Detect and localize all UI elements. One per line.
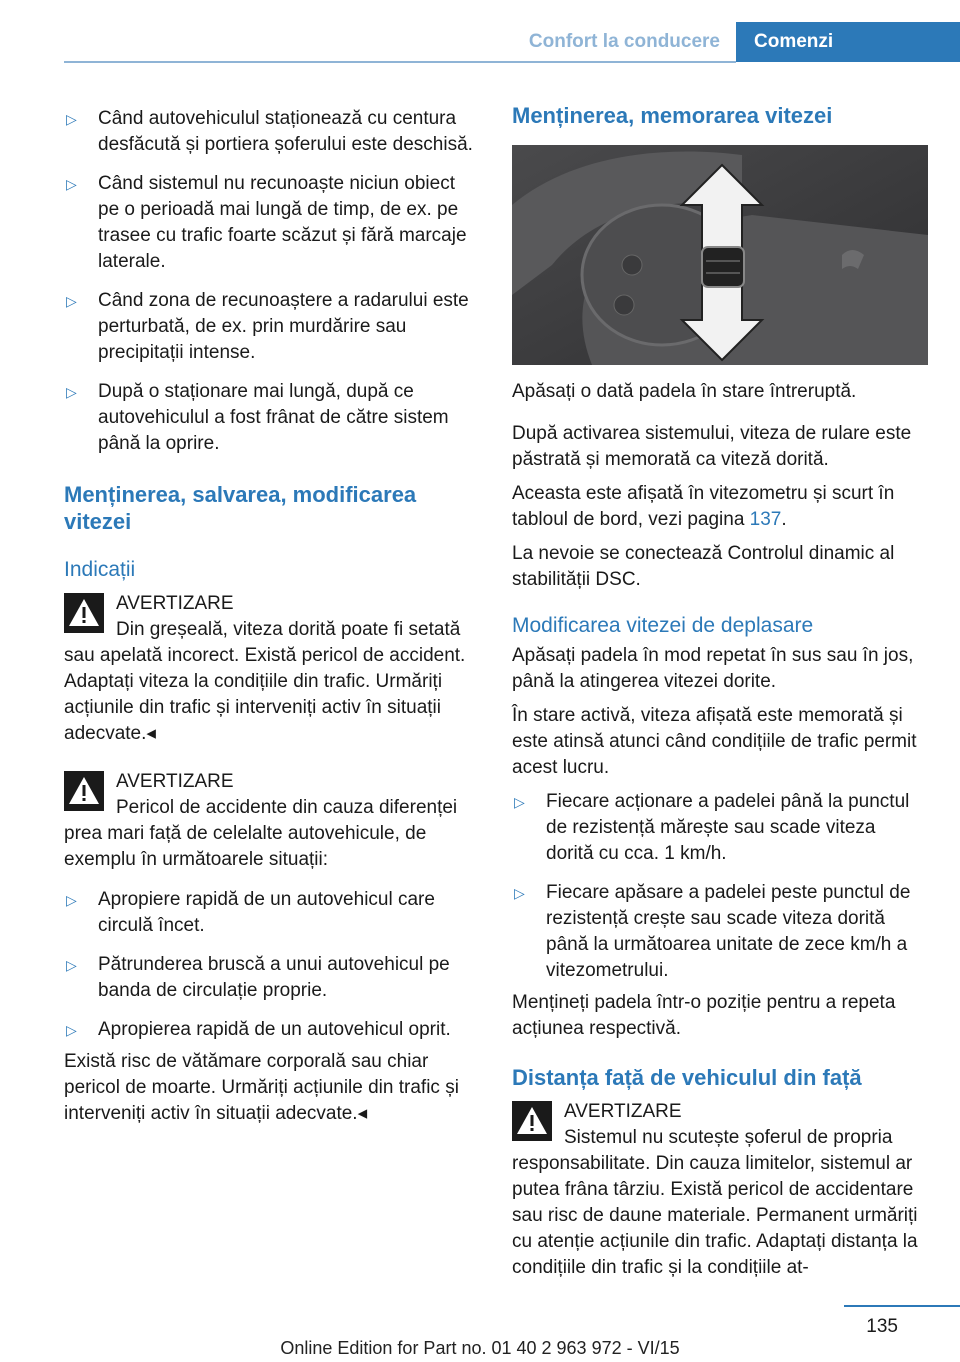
list-item: ▷ Pătrunderea bruscă a unui autovehicul pe banda de circulație proprie.: [66, 954, 450, 1001]
triangle-bullet-icon: ▷: [514, 794, 525, 810]
warning-block: [512, 1099, 928, 1281]
warning-title: AVERTIZARE: [116, 593, 234, 614]
list-item: ▷ Când autovehiculul staționează cu centura desfăcută și portiera șoferului este deschisă.: [66, 108, 473, 155]
header-tabs: [0, 22, 960, 62]
list-item: ▷ După o staționare mai lungă, după ce autovehiculul a fost frânat de către sistem până la oprire.: [66, 381, 449, 454]
paragraph: În stare activă, viteza afișată este memorată și este atinsă atunci când condițiile de trafic permit acest lucru.: [512, 705, 917, 778]
warning-text: Pericol de accidente din cauza diferenței prea mari față de celelalte autovehicule, de exemplu în următoarele situații:: [64, 797, 458, 870]
left-column: [64, 100, 478, 1127]
paragraph: La nevoie se conectează Controlul dinamic al stabilității DSC.: [512, 543, 895, 590]
list-item: ▷ Fiecare apăsare a padelei peste punctul de rezistență crește sau scade viteza dorită până la următoarea unitate de zece km/h a vitezometrului.: [514, 882, 911, 981]
tab-chapter[interactable]: Comenzi: [736, 22, 960, 62]
warning-text: Sistemul nu scutește șoferul de propria responsabilitate. Din cauza limitelor, sistemul ar putea frâna târziu. Există pericol de accidentare sau risc de daune materiale. Permanent urmăriți cu atenție acțiunile din trafic. Adaptați distanța la condițiile din trafic și la condițiile at-: [512, 1127, 918, 1278]
triangle-bullet-icon: ▷: [66, 1022, 77, 1038]
subsection-heading: Indicații: [64, 558, 136, 581]
triangle-bullet-icon: ▷: [66, 293, 77, 309]
section-heading: Distanța față de vehiculul din față: [512, 1065, 862, 1090]
warning-title: AVERTIZARE: [564, 1101, 682, 1122]
list-item: ▷ Când sistemul nu recunoaște niciun obiect pe o perioadă mai lungă de timp, de ex. pe trasee cu trafic foarte scăzut și fără marcaje laterale.: [66, 173, 467, 272]
list-item: ▷ Fiecare acționare a padelei până la punctul de rezistență mărește sau scade viteza dorită cu cca. 1 km/h.: [514, 791, 910, 864]
triangle-bullet-icon: ▷: [66, 892, 77, 908]
warning-triangle-icon: [512, 1101, 552, 1141]
steering-wheel-illustration: [512, 145, 928, 365]
warning-text: Din greșeală, viteza dorită poate fi setată sau apelată incorect. Există pericol de accident. Adaptați viteza la condițiile din trafic. Urmăriți acțiunile din trafic și interveniți activ în situații adecvate.◂: [64, 619, 466, 744]
bullet-list-top: [64, 106, 478, 457]
steering-wheel-paddle-figure: [512, 145, 928, 365]
paragraph: Aceasta este afișată în vitezometru și scurt în tabloul de bord, vezi pagina 137.: [512, 483, 895, 530]
paragraph: Apăsați o dată padela în stare întreruptă.: [512, 381, 857, 402]
section-heading: Menținerea, memorarea vitezei: [512, 103, 833, 128]
edition-footer: Online Edition for Part no. 01 40 2 963 972 - VI/15: [280, 1338, 680, 1358]
page-number: 135: [866, 1316, 898, 1337]
triangle-bullet-icon: ▷: [66, 957, 77, 973]
warning-triangle-icon: [64, 771, 104, 811]
warning-triangle-icon: [64, 593, 104, 633]
triangle-bullet-icon: ▷: [66, 384, 77, 400]
triangle-bullet-icon: ▷: [514, 885, 525, 901]
right-column: [512, 100, 928, 1281]
subsection-heading: Modificarea vitezei de deplasare: [512, 614, 814, 637]
warning-title: AVERTIZARE: [116, 771, 234, 792]
list-item: ▷ Apropierea rapidă de un autovehicul oprit.: [64, 1017, 478, 1043]
page-link[interactable]: 137: [749, 509, 782, 530]
triangle-bullet-icon: ▷: [66, 111, 77, 127]
footer-rule: [844, 1305, 960, 1307]
paragraph: Mențineți padela într-o poziție pentru a repeta acțiunea respectivă.: [512, 992, 896, 1039]
section-heading: Menținerea, salvarea, modificarea vitezei: [64, 482, 417, 534]
list-item: ▷ Apropiere rapidă de un autovehicul care circulă încet.: [66, 889, 435, 936]
list-item: ▷ Când zona de recunoaștere a radarului este perturbată, de ex. prin murdărire sau precipitații intense.: [66, 290, 469, 363]
warning-block: [64, 591, 478, 747]
triangle-bullet-icon: ▷: [66, 176, 77, 192]
bullet-list-bottom: [64, 887, 478, 1043]
paragraph: După activarea sistemului, viteza de rulare este păstrată și memorată ca viteză dorită.: [512, 423, 912, 470]
closing-paragraph: Există risc de vătămare corporală sau chiar pericol de moarte. Urmăriți acțiunile din trafic și interveniți activ în situații adecvate.◂: [64, 1051, 459, 1124]
warning-block: [64, 769, 478, 873]
paragraph: Apăsați padela în mod repetat în sus sau în jos, până la atingerea vitezei dorite.: [512, 645, 914, 692]
tab-section[interactable]: Confort la conducere: [528, 31, 720, 52]
header-rule: [64, 61, 736, 63]
bullet-list: [512, 789, 928, 984]
